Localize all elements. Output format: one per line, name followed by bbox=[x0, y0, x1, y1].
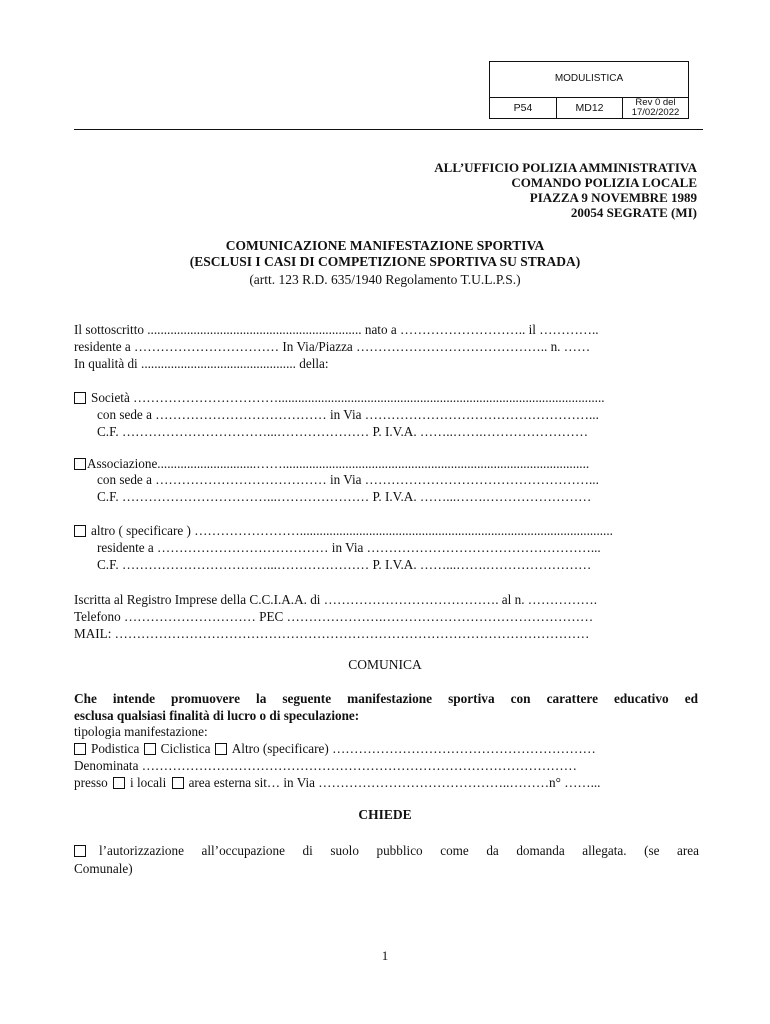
applicant-line2: residente a …………………………… In Via/Piazza …………………………………….. n. …… bbox=[74, 339, 591, 354]
area-esterna-label: area esterna sit… in Via ……………………………………..………n° ……... bbox=[188, 775, 601, 790]
modulistica-title: MODULISTICA bbox=[490, 62, 688, 98]
associazione-option bbox=[74, 456, 589, 471]
altro-tipologia-label: Altro (specificare) …………………………………………………… bbox=[231, 741, 596, 756]
locali-label: i locali bbox=[130, 775, 167, 790]
code-p54: P54 bbox=[490, 97, 557, 119]
registry-line: Iscritta al Registro Imprese della C.C.I.A.A. di …………………………………. al n. ……………. bbox=[74, 592, 598, 607]
request-line1: l’autorizzazione all’occupazione di suolo pubblico come da domanda allegata. (se area bbox=[99, 843, 699, 858]
altro-tipologia-checkbox[interactable] bbox=[215, 743, 227, 755]
associazione-label: Associazione..............................……............................................................................................. bbox=[87, 456, 590, 471]
intent-line1: Che intende promuovere la seguente manifestazione sportiva con carattere educativo ed bbox=[74, 691, 698, 706]
tipologia-options bbox=[74, 741, 596, 756]
societa-label: Società ……………………………................................................................................................... bbox=[91, 390, 605, 405]
locali-checkbox[interactable] bbox=[113, 777, 125, 789]
comunica-heading: COMUNICA bbox=[348, 657, 422, 672]
revision bbox=[623, 97, 688, 119]
document-subtitle: (ESCLUSI I CASI DI COMPETIZIONE SPORTIVA SU STRADA) bbox=[189, 254, 581, 269]
revision-line2: 17/02/2022 bbox=[631, 107, 680, 118]
phone-pec-line: Telefono ………………………… PEC ………………….………………………………………… bbox=[74, 609, 594, 624]
code-md12: MD12 bbox=[557, 97, 623, 119]
address-line1: ALL’UFFICIO POLIZIA AMMINISTRATIVA bbox=[434, 160, 697, 175]
document-title: COMUNICAZIONE MANIFESTAZIONE SPORTIVA bbox=[225, 238, 545, 253]
address-line4: 20054 SEGRATE (MI) bbox=[570, 205, 697, 220]
area-esterna-checkbox[interactable] bbox=[172, 777, 184, 789]
header-box bbox=[489, 61, 689, 119]
tipologia-label: tipologia manifestazione: bbox=[74, 724, 208, 739]
associazione-sede: con sede a ………………………………… in Via ……………………………………………... bbox=[97, 472, 599, 487]
associazione-checkbox[interactable] bbox=[74, 458, 86, 470]
presso-line bbox=[74, 775, 600, 790]
societa-option bbox=[74, 390, 605, 405]
mail-line: MAIL: ……………………………………………………………………………………………… bbox=[74, 626, 590, 641]
altro-checkbox[interactable] bbox=[74, 525, 86, 537]
altro-option bbox=[74, 523, 613, 538]
podistica-label: Podistica bbox=[91, 741, 140, 756]
revision-line1: Rev 0 del bbox=[635, 97, 676, 108]
altro-label: altro ( specificare ) ……………………............................................................................................... bbox=[91, 523, 613, 538]
societa-sede: con sede a ………………………………… in Via ……………………………………………... bbox=[97, 407, 599, 422]
address-line2: COMANDO POLIZIA LOCALE bbox=[511, 175, 697, 190]
associazione-cf: C.F. ……………………………...………………… P. I.V.A. ……...…….…………………… bbox=[97, 489, 592, 504]
address-line3: PIAZZA 9 NOVEMBRE 1989 bbox=[529, 190, 697, 205]
document-reference: (artt. 123 R.D. 635/1940 Regolamento T.U.L.P.S.) bbox=[249, 272, 521, 287]
ciclistica-label: Ciclistica bbox=[160, 741, 211, 756]
podistica-checkbox[interactable] bbox=[74, 743, 86, 755]
denominata-line: Denominata ……………………………………………………………………………………… bbox=[74, 758, 577, 773]
request-line2: Comunale) bbox=[74, 861, 133, 876]
altro-cf: C.F. ……………………………...………………… P. I.V.A. ……...…….…………………… bbox=[97, 557, 592, 572]
intent-line2: esclusa qualsiasi finalità di lucro o di speculazione: bbox=[74, 708, 360, 723]
altro-residente: residente a ………………………………… in Via ……………………………………………... bbox=[97, 540, 601, 555]
chiede-heading: CHIEDE bbox=[358, 807, 412, 822]
applicant-line3: In qualità di ............................................... della: bbox=[74, 356, 329, 371]
ciclistica-checkbox[interactable] bbox=[144, 743, 156, 755]
societa-cf: C.F. ……………………………...………………… P. I.V.A. ……..…….…………………… bbox=[97, 424, 589, 439]
applicant-line1: Il sottoscritto ................................................................. nato a ……………………….. il ………….. bbox=[74, 322, 599, 337]
request-line1-wrap bbox=[74, 843, 698, 858]
occupazione-checkbox[interactable] bbox=[74, 845, 86, 857]
presso-label: presso bbox=[74, 775, 108, 790]
societa-checkbox[interactable] bbox=[74, 392, 86, 404]
page-number: 1 bbox=[381, 948, 389, 963]
header-rule bbox=[74, 129, 703, 130]
